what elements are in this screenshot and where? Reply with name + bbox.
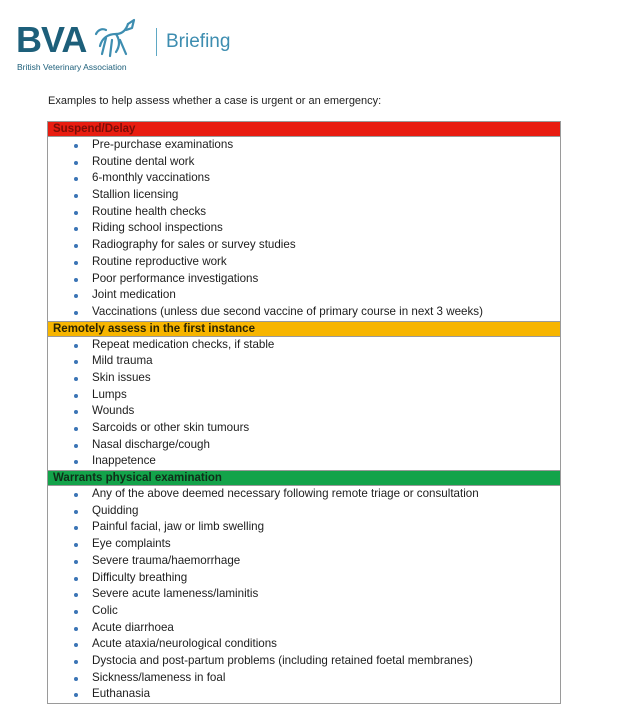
list-item-text: 6-monthly vaccinations [92,171,210,185]
list-item [48,553,560,570]
list-item [48,337,560,354]
bullet-icon [74,161,78,165]
bullet-icon [74,410,78,414]
bullet-icon [74,144,78,148]
list-item-text: Repeat medication checks, if stable [92,337,275,351]
list-item-text: Stallion licensing [92,188,179,202]
list-item-text: Skin issues [92,370,151,384]
bullet-icon [74,493,78,497]
bullet-icon [74,194,78,198]
list-item-text: Sickness/lameness in foal [92,670,226,684]
list-item [48,154,560,171]
list-item [48,503,560,520]
bullet-icon [74,278,78,282]
bullet-icon [74,510,78,514]
list-item-text: Euthanasia [92,687,151,701]
list-item-text: Eye complaints [92,537,171,551]
list-item [48,287,560,304]
logo-wordmark: BVA [16,19,87,60]
bullet-icon [74,610,78,614]
bullet-icon [74,377,78,381]
bullet-icon [74,593,78,597]
list-item [48,237,560,254]
list-item [48,653,560,670]
bullet-icon [74,444,78,448]
list-item-text: Sarcoids or other skin tumours [92,421,250,434]
list-item [48,570,560,587]
list-item-text: Poor performance investigations [92,271,259,285]
bullet-icon [74,311,78,315]
list-item-text: Wounds [92,404,135,418]
bullet-icon [74,427,78,431]
list-item-text: Routine health checks [92,204,207,218]
bva-logo [16,12,231,72]
list-item-text: Riding school inspections [92,221,223,235]
section-header: Suspend/Delay [48,122,560,137]
bullet-icon [74,244,78,248]
list-item-text: Severe acute lameness/laminitis [92,587,259,601]
list-item-text: Dystocia and post-partum problems (including retained foetal membranes) [92,653,473,667]
list-item-text: Routine dental work [92,154,195,168]
triage-table [47,121,561,704]
list-item [48,304,560,321]
list-item-text: Vaccinations (unless due second vaccine of primary course in next 3 weeks) [92,304,483,318]
bullet-icon [74,643,78,647]
section-list [48,486,560,703]
list-item-text: Acute ataxia/neurological conditions [92,637,277,651]
bullet-icon [74,211,78,215]
bullet-icon [74,677,78,681]
bullet-icon [74,394,78,398]
logo-divider [156,28,157,56]
bullet-icon [74,360,78,364]
section-list [48,137,560,322]
list-item [48,353,560,370]
bullet-icon [74,227,78,231]
bullet-icon [74,627,78,631]
list-item [48,620,560,637]
list-item [48,420,560,437]
horse-emblem-icon [90,16,138,60]
list-item-text: Difficulty breathing [92,570,188,584]
list-item-text: Pre-purchase examinations [92,138,234,151]
list-item [48,536,560,553]
list-item [48,437,560,454]
list-item-text: Severe trauma/haemorrhage [92,553,241,567]
list-item [48,370,560,387]
bullet-icon [74,460,78,464]
list-item [48,686,560,703]
list-item [48,254,560,271]
list-item-text: Inappetence [92,454,156,468]
logo-association: British Veterinary Association [17,62,127,72]
list-item [48,387,560,404]
intro-text: Examples to help assess whether a case is urgent or an emergency: [48,95,382,107]
list-item [48,220,560,237]
list-item [48,187,560,204]
list-item [48,204,560,221]
list-item [48,636,560,653]
list-item-text: Joint medication [92,288,176,302]
list-item-text: Routine reproductive work [92,254,227,268]
bullet-icon [74,693,78,697]
list-item [48,486,560,503]
bullet-icon [74,543,78,547]
list-item-text: Nasal discharge/cough [92,437,210,451]
bullet-icon [74,344,78,348]
list-item [48,670,560,687]
list-item [48,403,560,420]
bullet-icon [74,560,78,564]
list-item-text: Lumps [92,387,127,401]
list-item-text: Painful facial, jaw or limb swelling [92,520,265,534]
list-item [48,453,560,470]
bullet-icon [74,294,78,298]
bullet-icon [74,526,78,530]
list-item-text: Any of the above deemed necessary following remote triage or consultation [92,487,479,501]
list-item [48,271,560,288]
bullet-icon [74,577,78,581]
list-item-text: Quidding [92,503,139,517]
list-item-text: Colic [92,603,118,617]
section-list [48,337,560,472]
bullet-icon [74,177,78,181]
list-item [48,603,560,620]
section-header: Remotely assess in the first instance [48,322,560,337]
list-item [48,137,560,154]
logo-product: Briefing [166,31,231,52]
list-item [48,170,560,187]
list-item-text: Acute diarrhoea [92,620,174,634]
bullet-icon [74,660,78,664]
list-item [48,519,560,536]
list-item-text: Mild trauma [92,354,153,368]
list-item [48,586,560,603]
section-header: Warrants physical examination [48,471,560,486]
list-item-text: Radiography for sales or survey studies [92,238,296,252]
bullet-icon [74,261,78,265]
